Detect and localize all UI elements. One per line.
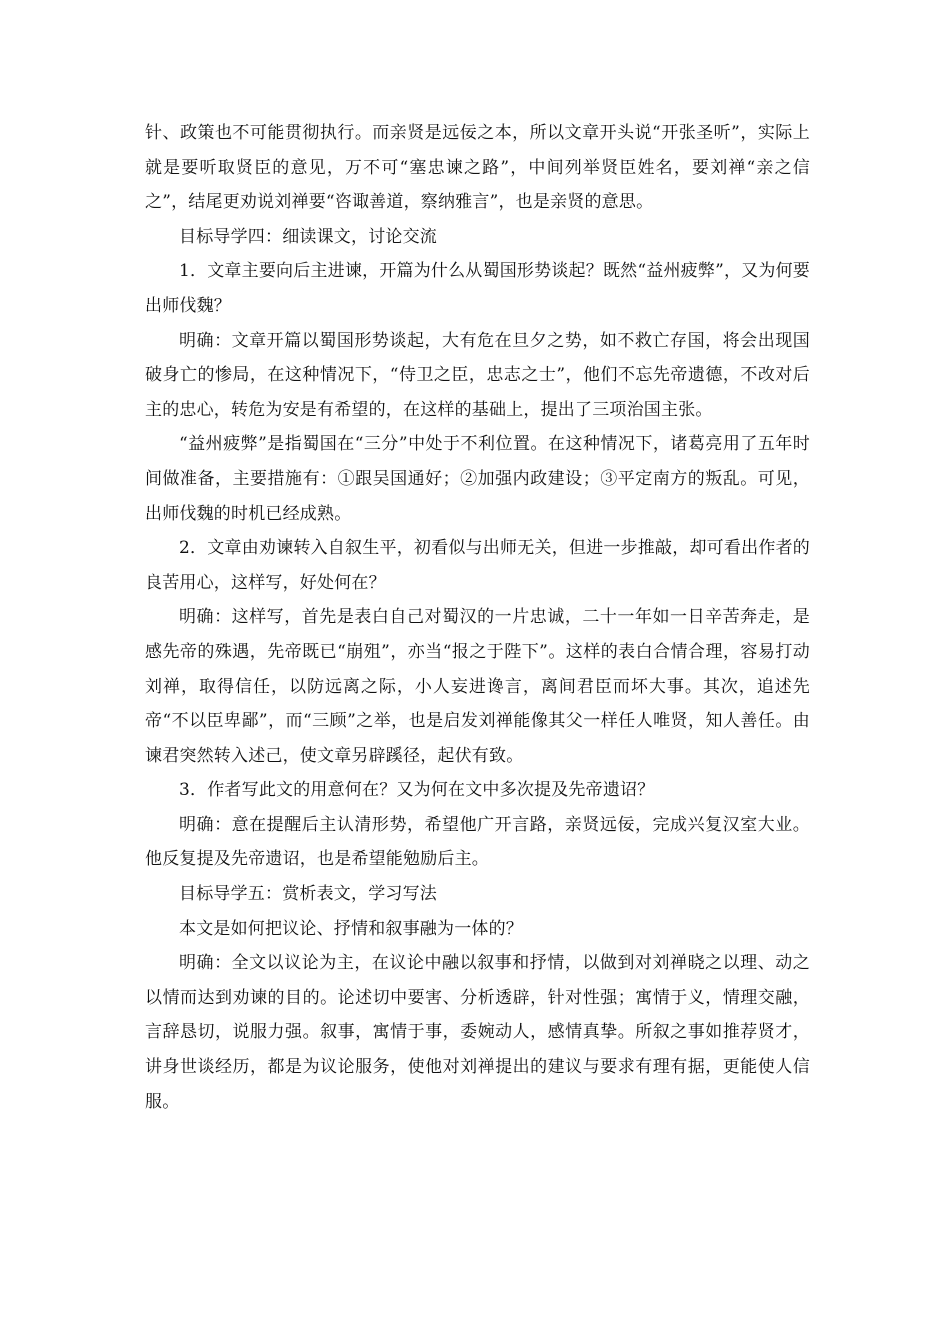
section-heading-4: 目标导学四：细读课文，讨论交流 (179, 226, 437, 247)
question-3: 3．作者写此文的用意何在？又为何在文中多次提及先帝遗诏？ (179, 780, 655, 801)
question-4: 本文是如何把议论、抒情和叙事融为一体的？ (179, 918, 523, 939)
paragraph-continuation: 针、政策也不可能贯彻执行。而亲贤是远佞之本，所以文章开头说“开张圣听”，实际上就是要听取贤臣的意见，万不可“塞忠谏之路”，中间列举贤臣姓名，要刘禅“亲之信之”，结尾更劝说刘禅要“咨诹善道，察纳雅言”，也是亲贤的意思。 (145, 123, 810, 213)
question-2: 2．文章由劝谏转入自叙生平，初看似与出师无关，但进一步推敲，却可看出作者的良苦用心，这样写，好处何在？ (145, 538, 810, 593)
answer-2: 明确：这样写，首先是表白自己对蜀汉的一片忠诚，二十一年如一日辛苦奔走，是感先帝的殊遇，先帝既已“崩殂”，亦当“报之于陛下”。这样的表白合情合理，容易打动刘禅，取得信任，以防远离之际，小人妄进谗言，离间君臣而坏大事。其次，追述先帝“不以臣卑鄙”，而“三顾”之举，也是启发刘禅能像其父一样任人唯贤，知人善任。由谏君突然转入述己，使文章另辟蹊径，起伏有致。 (145, 607, 810, 766)
answer-1a: 明确：文章开篇以蜀国形势谈起，大有危在旦夕之势，如不救亡存国，将会出现国破身亡的惨局，在这种情况下，“侍卫之臣，忠志之士”，他们不忘先帝遗德，不改对后主的忠心，转危为安是有希望的，在这样的基础上，提出了三项治国主张。 (145, 330, 810, 420)
answer-3: 明确：意在提醒后主认清形势，希望他广开言路，亲贤远佞，完成兴复汉室大业。他反复提及先帝遗诏，也是希望能勉励后主。 (145, 814, 810, 870)
section-heading-5: 目标导学五：赏析表文，学习写法 (179, 884, 437, 905)
document-page (145, 116, 810, 1119)
answer-4: 明确：全文以议论为主，在议论中融以叙事和抒情，以做到对刘禅晓之以理、动之以情而达到劝谏的目的。论述切中要害、分析透辟，针对性强；寓情于义，情理交融，言辞恳切，说服力强。叙事，寓情于事，委婉动人，感情真挚。所叙之事如推荐贤才，讲身世谈经历，都是为议论服务，使他对刘禅提出的建议与要求有理有据，更能使人信服。 (145, 953, 810, 1112)
question-1: 1．文章主要向后主进谏，开篇为什么从蜀国形势谈起？既然“益州疲弊”，又为何要出师伐魏？ (145, 261, 810, 316)
answer-1b: “益州疲弊”是指蜀国在“三分”中处于不利位置。在这种情况下，诸葛亮用了五年时间做准备，主要措施有：①跟吴国通好；②加强内政建设；③平定南方的叛乱。可见，出师伐魏的时机已经成熟。 (145, 434, 810, 524)
